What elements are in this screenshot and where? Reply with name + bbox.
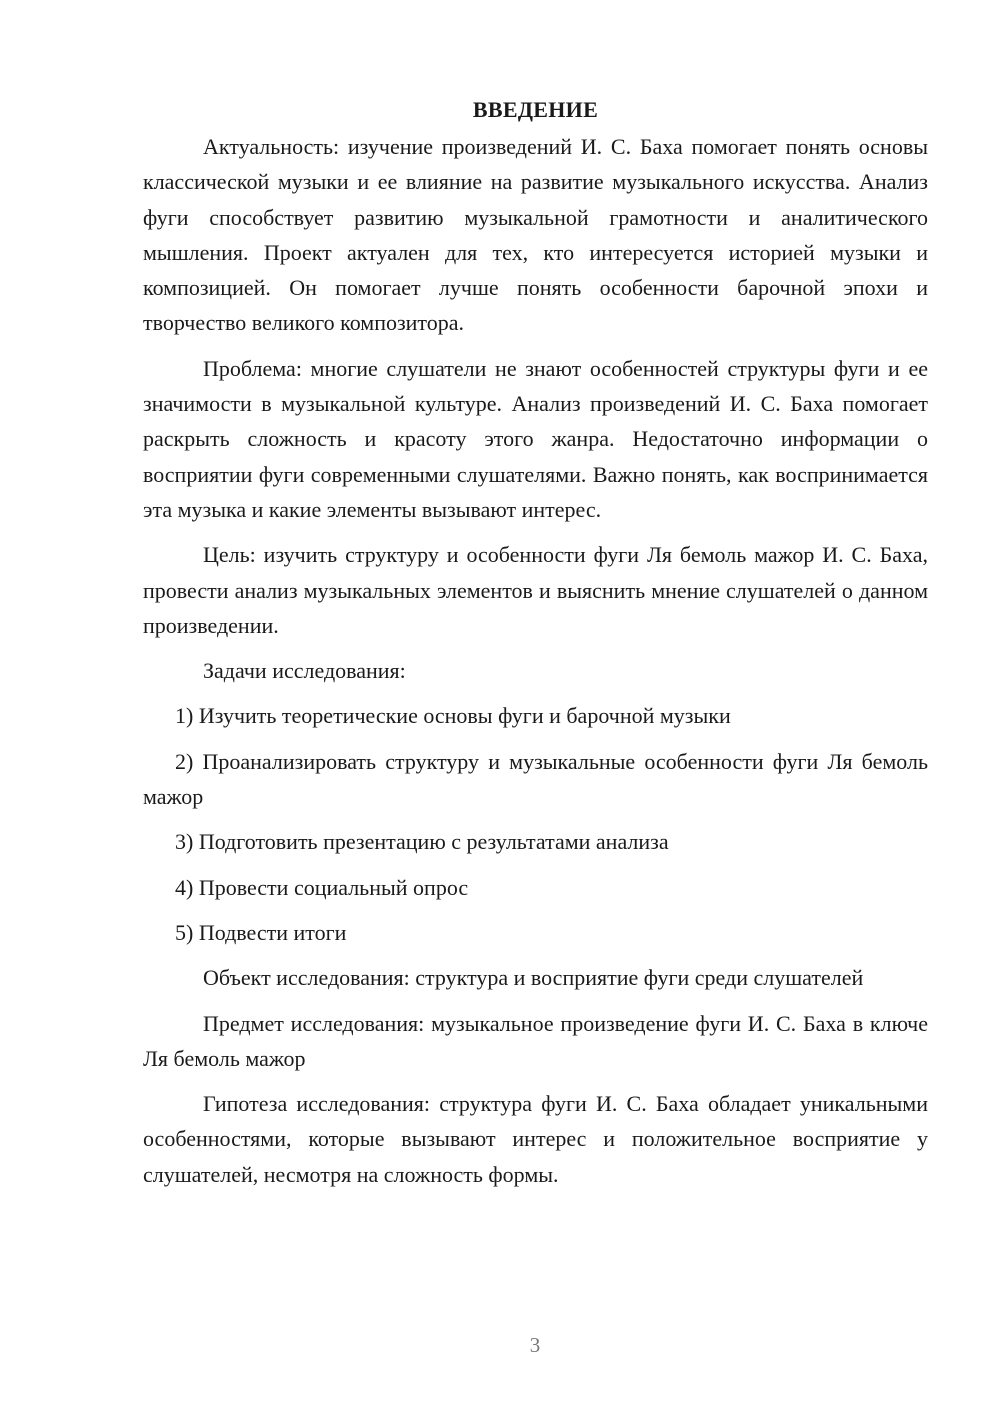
paragraph-hypothesis: Гипотеза исследования: структура фуги И. С. Баха обладает уникальными особенностями, которые вызывают интерес и положительное восприятие у слушателей, несмотря на сложность формы.: [143, 1091, 928, 1187]
task-item-3: 3) Подготовить презентацию с результатами анализа: [175, 829, 669, 855]
tasks-title: Задачи исследования:: [203, 658, 406, 684]
document-page: [143, 92, 928, 1202]
paragraph-relevance: Актуальность: изучение произведений И. С. Баха помогает понять основы классической музыки и ее влияние на развитие музыкального искусства. Анализ фуги способствует развитию музыкальной грамотности и аналитического мышления. Проект актуален для тех, кто интересуется историей музыки и композицией. Он помогает лучше понять особенности барочной эпохи и творчество великого композитора.: [143, 134, 928, 336]
task-item-4: 4) Провести социальный опрос: [175, 874, 469, 900]
section-heading: ВВЕДЕНИЕ: [472, 97, 599, 122]
task-item-1: 1) Изучить теоретические основы фуги и барочной музыки: [175, 703, 731, 729]
paragraph-problem: Проблема: многие слушатели не знают особенностей структуры фуги и ее значимости в музыкальной культуре. Анализ произведений И. С. Баха помогает раскрыть сложность и красоту этого жанра. Недостаточно информации о восприятии фуги современными слушателями. Важно понять, как воспринимается эта музыка и какие элементы вызывают интерес.: [143, 355, 928, 522]
task-item-2: 2) Проанализировать структуру и музыкальные особенности фуги Ля бемоль мажор: [143, 748, 928, 810]
paragraph-subject: Предмет исследования: музыкальное произведение фуги И. С. Баха в ключе Ля бемоль мажор: [143, 1010, 928, 1071]
page-number: 3: [529, 1333, 541, 1357]
paragraph-goal: Цель: изучить структуру и особенности фуги Ля бемоль мажор И. С. Баха, провести анализ музыкальных элементов и выяснить мнение слушателей о данном произведении.: [143, 542, 928, 638]
task-item-5: 5) Подвести итоги: [175, 919, 347, 945]
paragraph-object: Объект исследования: структура и восприятие фуги среди слушателей: [203, 965, 864, 991]
